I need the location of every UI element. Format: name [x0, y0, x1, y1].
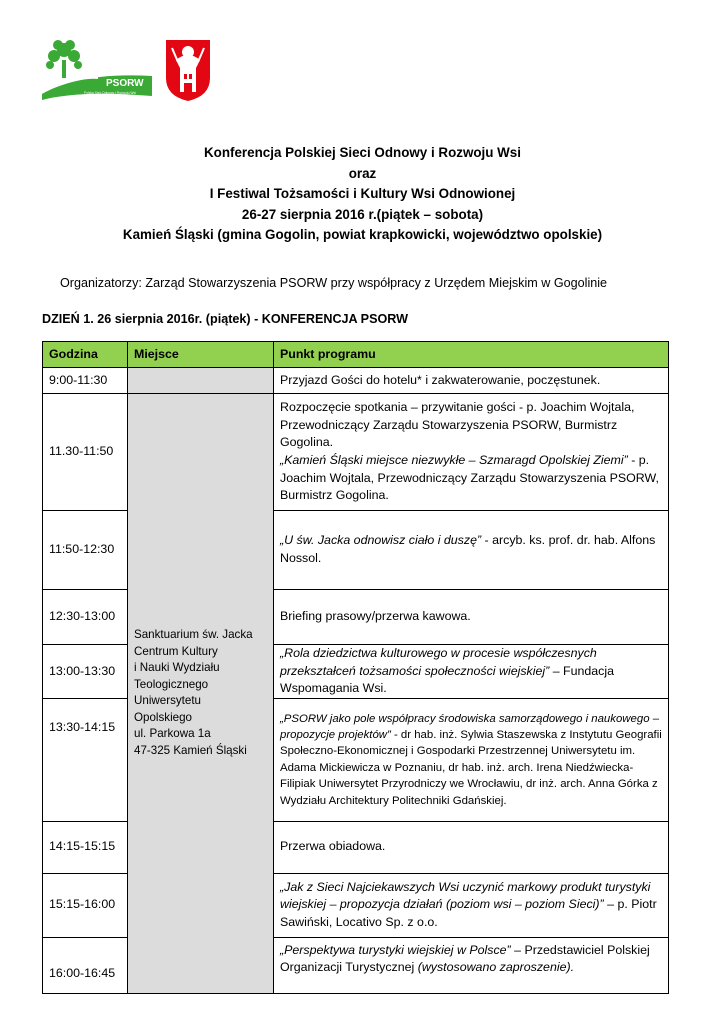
table-row [43, 394, 669, 511]
document-title [0, 143, 725, 246]
organizers-line: Organizatorzy: Zarząd Stowarzyszenia PSORW przy współpracy z Urzędem Miejskim w Gogolinie [60, 276, 608, 290]
venue-line: i Nauki Wydziału [134, 661, 220, 675]
row-time: 14:15-15:15 [43, 821, 128, 873]
venue-line: Sanktuarium św. Jacka [134, 628, 253, 642]
row-program: „PSORW jako pole współpracy środowiska samorządowego i naukowego – propozycje projektów” - dr hab. inż. Sylwia Staszewska z Instytutu Geografii Społeczno-Ekonomicznej i Gospodarki Przestrzennej Uniwersytetu im. Adama Mickiewicza w Poznaniu, dr hab. inż. arch. Irena Niedźwiecka-Filipiak Uniwersytet Przyrodniczy we Wrocławiu, dr inż. arch. Anna Górka z Wydziału Architektury Politechniki Gdańskiej. [274, 698, 669, 821]
title-line-1: Konferencja Polskiej Sieci Odnowy i Rozwoju Wsi [204, 145, 521, 160]
row-program: Briefing prasowy/przerwa kawowa. [274, 590, 669, 645]
row-program: Przyjazd Gości do hotelu* i zakwaterowanie, poczęstunek. [274, 368, 669, 394]
title-line-3: I Festiwal Tożsamości i Kultury Wsi Odnowionej [209, 186, 516, 202]
title-line-5: Kamień Śląski (gmina Gogolin, powiat krapkowicki, województwo opolskie) [122, 227, 603, 243]
table-row [43, 368, 669, 394]
svg-text:Polska Sieć Odnowy i Rozwoju W: Polska Sieć Odnowy i Rozwoju Wsi [84, 91, 136, 95]
header-place: Miejsce [128, 342, 274, 368]
venue-line: Teologicznego [134, 677, 209, 691]
venue-line: ul. Parkowa 1a [134, 727, 211, 741]
svg-text:PSORW: PSORW [106, 78, 144, 89]
venue-line: 47-325 Kamień Śląski [134, 743, 247, 757]
row-program: Rozpoczęcie spotkania – przywitanie gości - p. Joachim Wojtala, Przewodniczący Zarządu Stowarzyszenia PSORW, Burmistrz Gogolina. „Kamień Śląski miejsce niezwykłe – Szmaragd Opolskiej Ziemi” - p. Joachim Wojtala, Przewodniczący Zarządu Stowarzyszenia PSORW, Burmistrz Gogolina. [274, 394, 669, 511]
row-program: Przerwa obiadowa. [274, 821, 669, 873]
header-program: Punkt programu [274, 342, 669, 368]
row-time: 16:00-16:45 [43, 937, 128, 993]
row-program: „Perspektywa turystyki wiejskiej w Polsce” – Przedstawiciel Polskiej Organizacji Turystycznej (wystosowano zaproszenie). [274, 937, 669, 993]
program-table [42, 341, 669, 994]
venue-line: Centrum Kultury [134, 644, 218, 658]
venue-cell [128, 394, 274, 994]
row-time: 11.30-11:50 [43, 394, 128, 511]
header-time: Godzina [43, 342, 128, 368]
psorw-logo [40, 38, 155, 104]
row-time: 11:50-12:30 [43, 511, 128, 590]
table-header-row [43, 342, 669, 368]
row-time: 15:15-16:00 [43, 873, 128, 937]
row-program: „Rola dziedzictwa kulturowego w procesie współczesnych przekształceń tożsamości społeczności wiejskiej” – Fundacja Wspomagania Wsi. [274, 645, 669, 699]
row-time: 9:00-11:30 [43, 368, 128, 394]
row-program: „U św. Jacka odnowisz ciało i duszę” - arcyb. ks. prof. dr. hab. Alfons Nossol. [274, 511, 669, 590]
row-time: 12:30-13:00 [43, 590, 128, 645]
tree-icon [46, 40, 82, 78]
row-time: 13:30-14:15 [43, 698, 128, 821]
day-heading: DZIEŃ 1. 26 sierpnia 2016r. (piątek) - KONFERENCJA PSORW [42, 312, 409, 326]
venue-line: Uniwersytetu [134, 694, 202, 708]
coat-of-arms-gogolin-icon [164, 38, 212, 102]
venue-line: Opolskiego [134, 710, 193, 724]
title-line-4: 26-27 sierpnia 2016 r.(piątek – sobota) [241, 206, 484, 222]
title-line-2: oraz [348, 165, 377, 181]
row-time: 13:00-13:30 [43, 645, 128, 699]
row-program: „Jak z Sieci Najciekawszych Wsi uczynić markowy produkt turystyki wiejskiej – propozycja działań (poziom wsi – poziom Sieci)” – p. Piotr Sawiński, Locativo Sp. z o.o. [274, 873, 669, 937]
